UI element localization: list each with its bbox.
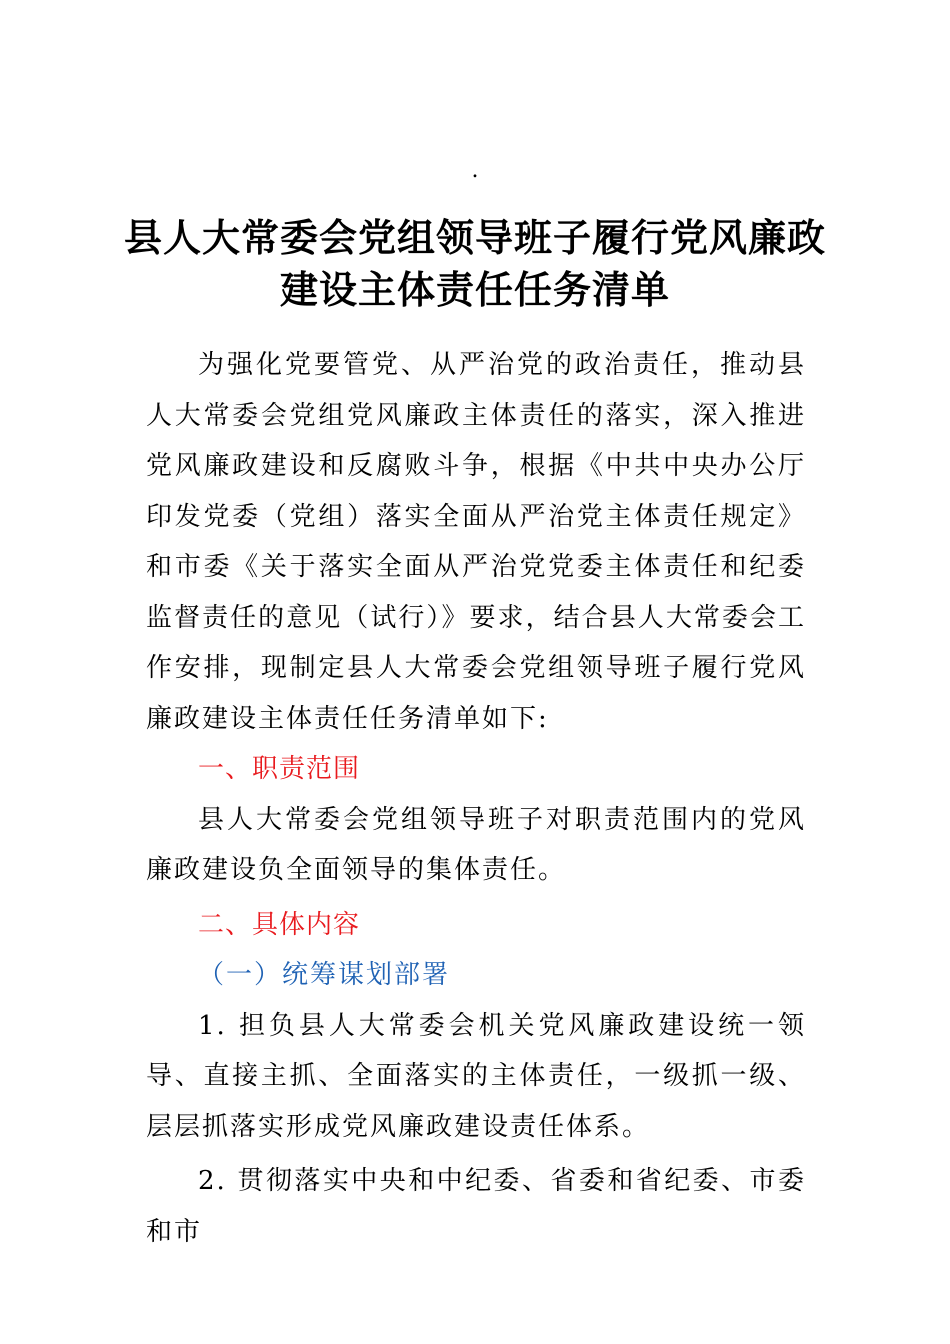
section-heading-1: 一、职责范围 bbox=[198, 754, 361, 784]
list-item-1: 1. 担负县人大常委会机关党风廉政建设统一领导、直接主抓、全面落实的主体责任，一级抓一级、层层抓落实形成党风廉政建设责任体系。 bbox=[146, 1010, 806, 1142]
title-line-1: 县人大常委会党组领导班子履行党风廉政 bbox=[123, 216, 826, 260]
section-heading-2: 二、具体内容 bbox=[198, 909, 361, 940]
subsection-heading-1: （一）统筹谋划部署 bbox=[198, 960, 451, 990]
document-title bbox=[0, 212, 950, 316]
list-item-2: 2. 贯彻落实中央和中纪委、省委和省纪委、市委和市 bbox=[146, 1166, 806, 1247]
section-1-paragraph: 县人大常委会党组领导班子对职责范围内的党风廉政建设负全面领导的集体责任。 bbox=[146, 804, 806, 885]
intro-paragraph: 为强化党要管党、从严治党的政治责任，推动县人大常委会党组党风廉政主体责任的落实，深入推进党风廉政建设和反腐败斗争，根据《中共中央办公厅印发党委（党组）落实全面从严治党主体责任规定》和市委《关于落实全面从严治党党委主体责任和纪委监督责任的意见（试行）》要求，结合县人大常委会工作安排，现制定县人大常委会党组领导班子履行党风廉政建设主体责任任务清单如下: bbox=[146, 350, 806, 734]
document-body bbox=[146, 340, 806, 1257]
header-dot: . bbox=[471, 158, 479, 183]
title-line-2: 建设主体责任任务清单 bbox=[279, 268, 670, 312]
